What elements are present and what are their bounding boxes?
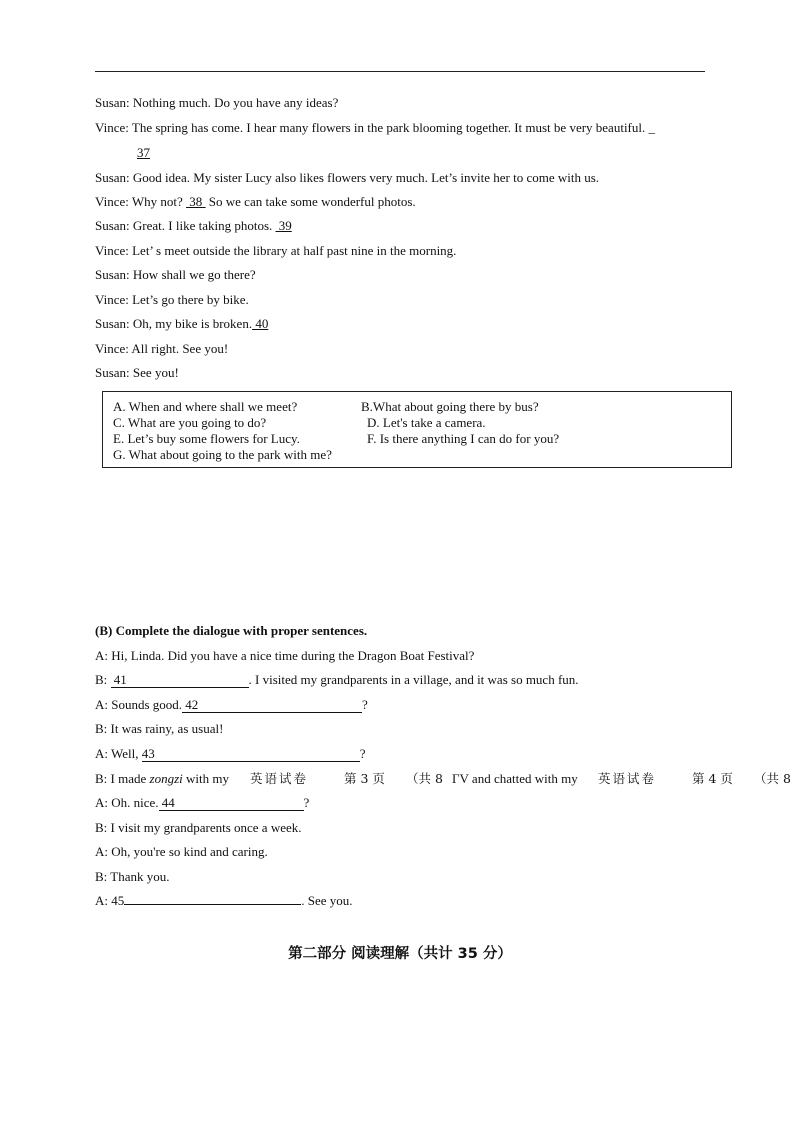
- dialogue-line: [95, 218, 292, 234]
- section-b-heading: (B) Complete the dialogue with proper sentences.: [95, 623, 368, 638]
- dialogue-text: A: 45: [95, 893, 125, 908]
- dialogue-line: [95, 316, 268, 332]
- option-b: B.What about going there by bus?: [361, 399, 539, 414]
- options-box: [102, 391, 732, 468]
- dialogue-text: Vince: Let’s go there by bike.: [95, 292, 249, 307]
- dialogue-line: [95, 672, 579, 688]
- dialogue-text: Vince: Let’ s meet outside the library at half past nine in the morning.: [95, 243, 457, 258]
- dialogue-text: Vince: The spring has come. I hear many flowers in the park blooming together. It must be very beautiful. _: [95, 120, 655, 135]
- footer-subject: 英语试卷: [598, 771, 657, 786]
- dialogue-text: . I visited my grandparents in a village, and it was so much fun.: [248, 672, 579, 687]
- answer-blank-45: [124, 904, 301, 905]
- dialogue-line: [95, 194, 416, 210]
- dialogue-line: [95, 267, 256, 283]
- footer-total-pages: （共 8: [406, 771, 443, 786]
- option-f: F. Is there anything I can do for you?: [367, 431, 560, 446]
- answer-blank-42: 42: [182, 698, 362, 713]
- answer-blank-38: 38: [186, 194, 206, 209]
- dialogue-text: . See you.: [301, 893, 353, 908]
- dialogue-text: A: Sounds good.: [95, 697, 183, 712]
- option-g: G. What about going to the park with me?: [113, 447, 332, 462]
- dialogue-line: [95, 292, 249, 308]
- dialogue-text: B: Thank you.: [95, 869, 170, 884]
- dialogue-line: [95, 844, 268, 860]
- dialogue-line: [95, 869, 170, 885]
- dialogue-line: [95, 95, 338, 111]
- dialogue-text: ?: [362, 697, 368, 712]
- dialogue-line: [95, 365, 179, 381]
- dialogue-line: [95, 243, 456, 259]
- dialogue-text: Vince: Why not?: [95, 194, 187, 209]
- dialogue-text: So we can take some wonderful photos.: [205, 194, 416, 209]
- dialogue-text: A: Oh. nice.: [95, 795, 159, 810]
- blank-number: 37: [137, 145, 150, 160]
- dialogue-text: ?: [303, 795, 310, 810]
- answer-blank-43: 43: [142, 747, 360, 762]
- zongzi-word: zongzi: [149, 771, 183, 786]
- dialogue-text: Susan: See you!: [95, 365, 179, 380]
- option-a: A. When and where shall we meet?: [113, 399, 298, 414]
- dialogue-line: [95, 341, 228, 357]
- answer-blank-41: 41: [111, 673, 249, 688]
- dialogue-text: B:: [95, 672, 111, 687]
- answer-blank-39: 39: [275, 218, 292, 233]
- footer-subject: 英语试卷: [250, 771, 309, 786]
- dialogue-text: Susan: Great. I like taking photos.: [95, 218, 276, 233]
- dialogue-line: [95, 697, 368, 713]
- dialogue-line-tail: ΓV and chatted with my: [452, 771, 578, 786]
- answer-blank-37: [137, 145, 150, 161]
- dialogue-line: [95, 893, 353, 909]
- dialogue-text: A: Hi, Linda. Did you have a nice time during the Dragon Boat Festival?: [95, 648, 475, 663]
- answer-blank-44: 44: [159, 796, 304, 811]
- dialogue-line: [95, 771, 229, 787]
- dialogue-text: Susan: Good idea. My sister Lucy also likes flowers very much. Let’s invite her to come with us.: [95, 170, 600, 185]
- dialogue-text: B: I visit my grandparents once a week.: [95, 820, 302, 835]
- option-d: D. Let's take a camera.: [367, 415, 486, 430]
- dialogue-line: [95, 170, 599, 186]
- part-two-title: 第二部分 阅读理解（共计 35 分）: [288, 946, 512, 962]
- footer-page-number: 第 4 页: [692, 771, 733, 786]
- dialogue-line: [95, 746, 366, 762]
- dialogue-text: A: Oh, you're so kind and caring.: [95, 844, 268, 859]
- answer-blank-40: 40: [252, 316, 269, 331]
- dialogue-text: A: Well,: [95, 746, 142, 761]
- header-rule: [95, 71, 705, 72]
- dialogue-text: with my: [182, 771, 229, 786]
- dialogue-line: [95, 721, 223, 737]
- dialogue-line: [95, 120, 655, 136]
- dialogue-text: Susan: Nothing much. Do you have any ideas?: [95, 95, 339, 110]
- dialogue-text: ?: [359, 746, 366, 761]
- option-c: C. What are you going to do?: [113, 415, 267, 430]
- dialogue-line: [95, 820, 302, 836]
- dialogue-text: B: I made: [95, 771, 150, 786]
- footer-page-number: 第 3 页: [344, 771, 385, 786]
- dialogue-line: [95, 795, 309, 811]
- dialogue-text: Susan: Oh, my bike is broken.: [95, 316, 253, 331]
- footer-total-pages: （共 8: [754, 771, 791, 786]
- dialogue-text: B: It was rainy, as usual!: [95, 721, 224, 736]
- dialogue-line: [95, 648, 474, 664]
- dialogue-text: Vince: All right. See you!: [95, 341, 229, 356]
- option-e: E. Let’s buy some flowers for Lucy.: [113, 431, 300, 446]
- dialogue-text: Susan: How shall we go there?: [95, 267, 256, 282]
